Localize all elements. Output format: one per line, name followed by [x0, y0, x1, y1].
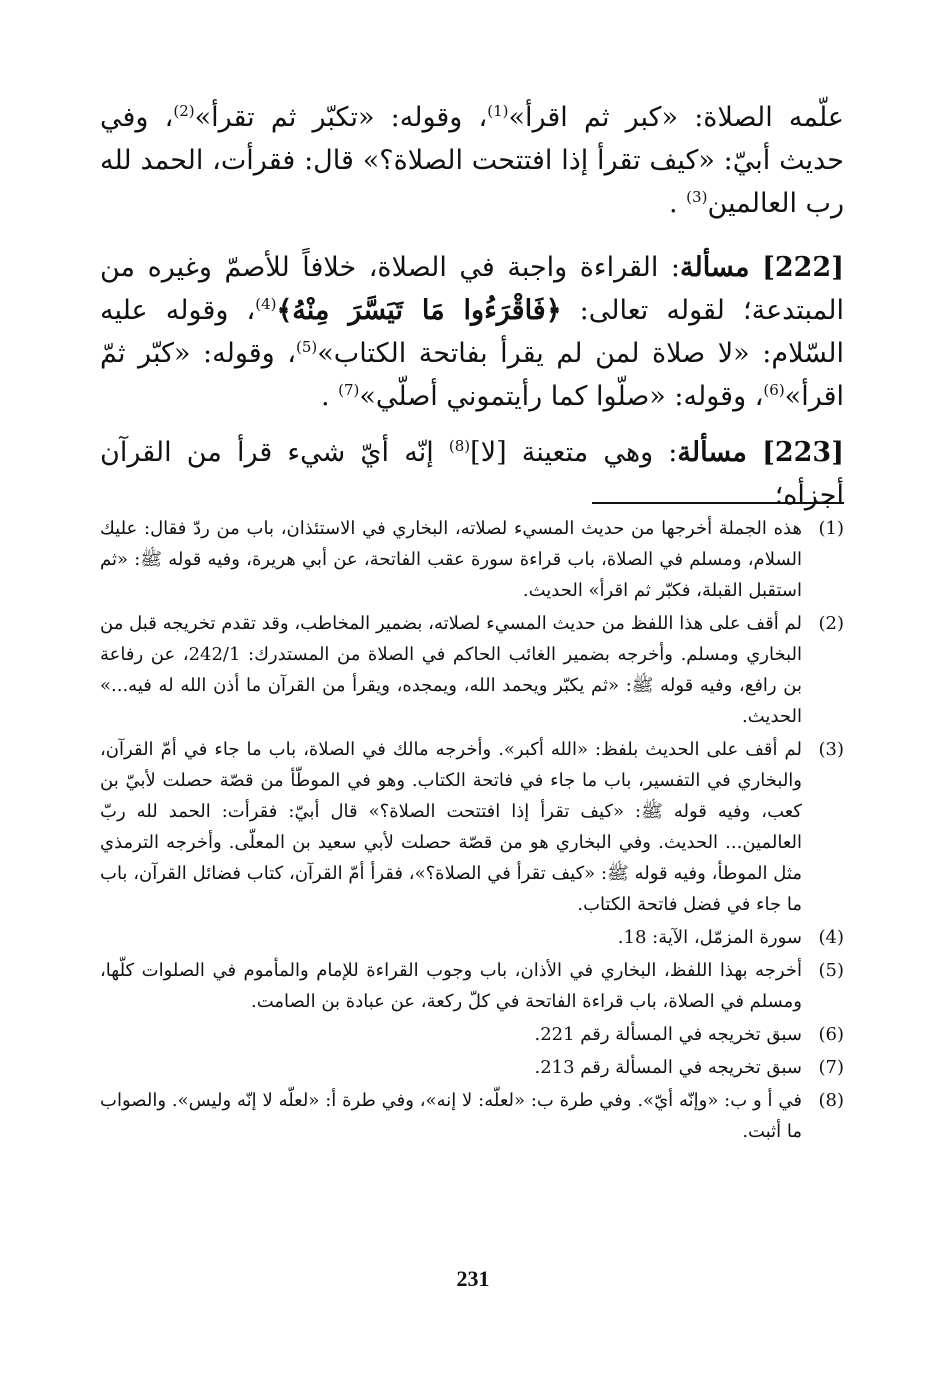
footnote-number: (8) — [818, 1090, 844, 1111]
footnote-2 — [100, 608, 844, 732]
masala-number: [222] — [762, 252, 844, 283]
footnote-6 — [100, 1019, 844, 1050]
footnote-ref[interactable]: (1) — [487, 102, 509, 120]
paragraph-text: . — [669, 188, 687, 219]
masala-heading: مسألة — [677, 437, 747, 468]
footnote-8 — [100, 1085, 844, 1147]
footnote-number: (6) — [818, 1024, 844, 1045]
footnote-ref[interactable]: (6) — [763, 381, 785, 399]
quran-verse: ﴿فَاقْرَءُوا مَا تَيَسَّرَ مِنْهُ﴾ — [276, 295, 562, 326]
footnote-number: (2) — [818, 613, 844, 634]
footnote-number: (5) — [818, 960, 844, 981]
paragraph-text: علّمه الصلاة: «كبر ثم اقرأ» — [508, 102, 844, 133]
footnote-ref[interactable]: (3) — [686, 188, 708, 206]
footnote-separator — [592, 502, 844, 504]
footnote-7 — [100, 1052, 844, 1083]
paragraph-text: إنّه أيّ شيء قرأ من القرآن أجزأه؛ — [100, 437, 844, 511]
main-paragraph-1 — [100, 96, 844, 225]
footnote-ref[interactable]: (4) — [255, 295, 277, 313]
footnote-ref[interactable]: (7) — [338, 381, 360, 399]
masala-number: [223] — [762, 437, 844, 468]
paragraph-text: : القراءة واجبة في الصلاة، خلافاً للأصمّ وغيره من المبتدعة؛ لقوله تعالى: — [100, 252, 844, 326]
footnote-ref[interactable]: (5) — [296, 338, 318, 356]
footnote-text: لم أقف على هذا اللفظ من حديث المسيء لصلاته، بضمير المخاطب، وقد تقدم تخريجه قبل من البخاري ومسلم. وأخرجه بضمير الغائب الحاكم في الصلاة من المستدرك: 242/1، عن رفاعة بن رافع، وفيه قوله ﷺ: «ثم يكبّر ويحمد الله، ويمجده، ويقرأ من القرآن ما أذن الله له فيه...» الحديث. — [100, 613, 802, 727]
page-number: 231 — [456, 1266, 490, 1291]
footnote-text: سبق تخريجه في المسألة رقم 221. — [534, 1024, 802, 1045]
paragraph-text: : وهي متعينة [لا] — [470, 437, 678, 468]
masala-heading: مسألة — [680, 252, 750, 283]
footnote-ref[interactable]: (8) — [448, 437, 471, 455]
footnote-number: (7) — [818, 1057, 844, 1078]
paragraph-text: ، وفي حديث أبيّ: «كيف تقرأ إذا افتتحت الصلاة؟» قال: فقرأت، الحمد لله رب العالمين — [100, 102, 844, 219]
footnote-3 — [100, 734, 844, 920]
footnote-text: سبق تخريجه في المسألة رقم 213. — [534, 1057, 802, 1078]
footnote-text: أخرجه بهذا اللفظ، البخاري في الأذان، باب وجوب القراءة للإمام والمأموم في الصلوات كلّها، ومسلم في الصلاة، باب قراءة الفاتحة في كلّ ركعة، عن عبادة بن الصامت. — [100, 960, 802, 1012]
footnote-text: لم أقف على الحديث بلفظ: «الله أكبر». وأخرجه مالك في الصلاة، باب ما جاء في أمّ القرآن، والبخاري في التفسير، باب ما جاء في فاتحة الكتاب. وهو في الموطّأ من قصّة حصلت لأبيّ بن كعب، وفيه قوله ﷺ: «كيف تقرأ إذا افتتحت الصلاة؟» قال أبيّ: فقرأت: الحمد لله ربّ العالمين... الحديث. وفي البخاري هو من قصّة حصلت لأبي سعيد بن المعلّى. وأخرجه الترمذي مثل الموطأ، وفيه قوله ﷺ: «كيف تقرأ في الصلاة؟»، فقرأ أمّ القرآن، كتاب فضائل القرآن، باب ما جاء في فضل فاتحة الكتاب. — [100, 739, 802, 915]
masala-222 — [100, 246, 844, 418]
paragraph-text: ، وقوله: «كبّر ثمّ اقرأ» — [100, 338, 844, 412]
paragraph-text: . — [320, 381, 339, 412]
paragraph-text: ، وقوله عليه السّلام: «لا صلاة لمن لم يقرأ بفاتحة الكتاب» — [100, 295, 845, 369]
footnote-5 — [100, 955, 844, 1017]
footnotes — [100, 513, 844, 1149]
footnote-number: (1) — [818, 518, 844, 539]
masala-223 — [100, 431, 844, 517]
footnote-text: هذه الجملة أخرجها من حديث المسيء لصلاته، البخاري في الاستئذان، باب من ردّ فقال: عليك السلام، ومسلم في الصلاة، باب قراءة سورة عقب الفاتحة، عن أبي هريرة، وفيه قوله ﷺ: «ثم استقبل القبلة، فكبّر ثم اقرأ» الحديث. — [100, 518, 802, 601]
footnote-1 — [100, 513, 844, 606]
footnote-ref[interactable]: (2) — [173, 102, 195, 120]
footnote-number: (4) — [818, 927, 844, 948]
footnote-number: (3) — [818, 739, 844, 760]
paragraph-text: ، وقوله: «صلّوا كما رأيتموني أصلّي» — [359, 381, 764, 412]
footnote-text: في أ و ب: «وإنّه أيّ». وفي طرة ب: «لعلّه: لا إنه»، وفي طرة أ: «لعلّه لا إنّه وليس». والصواب ما أثبت. — [100, 1090, 802, 1142]
footnote-4 — [100, 922, 844, 953]
paragraph-text: ، وقوله: «تكبّر ثم تقرأ» — [194, 102, 488, 133]
footnote-text: سورة المزمّل، الآية: 18. — [617, 927, 802, 948]
